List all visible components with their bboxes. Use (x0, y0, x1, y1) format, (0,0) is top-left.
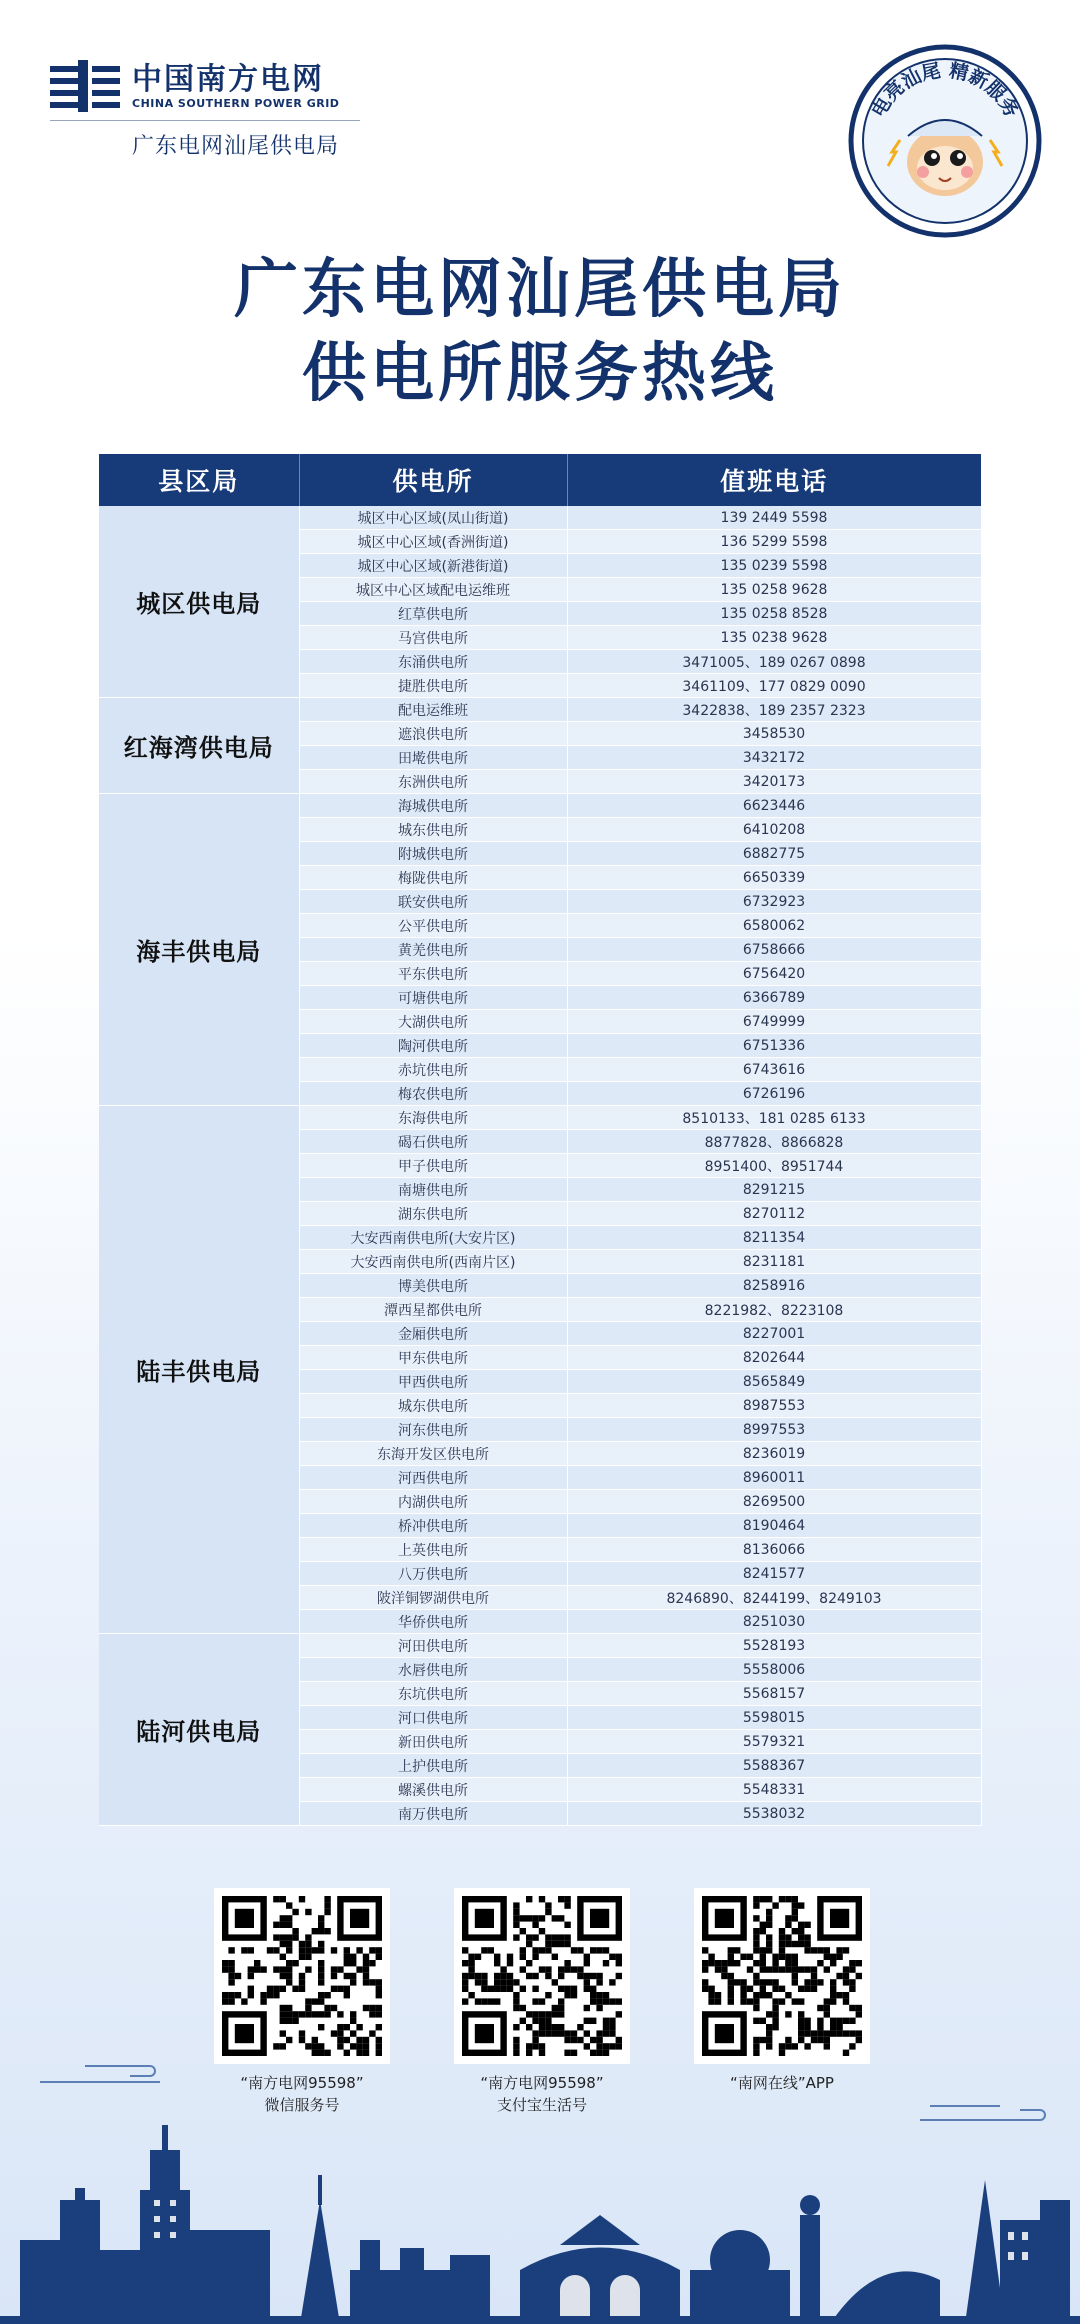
table-body (99, 506, 981, 1826)
station-cell: 联安供电所 (299, 890, 567, 914)
station-cell: 城区中心区域配电运维班 (299, 578, 567, 602)
station-cell: 上英供电所 (299, 1538, 567, 1562)
phone-cell[interactable]: 8877828、8866828 (567, 1130, 981, 1154)
phone-cell[interactable]: 3432172 (567, 746, 981, 770)
station-cell: 海城供电所 (299, 794, 567, 818)
county-cell: 城区供电局 (99, 506, 299, 698)
station-cell: 上护供电所 (299, 1754, 567, 1778)
station-cell: 城区中心区域(凤山街道) (299, 506, 567, 530)
city-skyline-icon (0, 2120, 1080, 2324)
qr-caption-name: “南方电网95598” (240, 2074, 364, 2092)
bureau-name: 广东电网汕尾供电局 (132, 134, 340, 159)
station-cell: 水唇供电所 (299, 1658, 567, 1682)
phone-cell[interactable]: 8241577 (567, 1562, 981, 1586)
phone-cell[interactable]: 6882775 (567, 842, 981, 866)
phone-cell[interactable]: 8251030 (567, 1610, 981, 1634)
station-cell: 东涌供电所 (299, 650, 567, 674)
station-cell: 黄羌供电所 (299, 938, 567, 962)
brand-divider (50, 120, 360, 121)
phone-cell[interactable]: 135 0239 5598 (567, 554, 981, 578)
phone-cell[interactable]: 5568157 (567, 1682, 981, 1706)
station-cell: 内湖供电所 (299, 1490, 567, 1514)
county-cell: 陆河供电局 (99, 1634, 299, 1826)
station-cell: 南塘供电所 (299, 1178, 567, 1202)
station-cell: 红草供电所 (299, 602, 567, 626)
phone-cell[interactable]: 135 0258 9628 (567, 578, 981, 602)
phone-cell[interactable]: 6650339 (567, 866, 981, 890)
station-cell: 遮浪供电所 (299, 722, 567, 746)
phone-cell[interactable]: 6732923 (567, 890, 981, 914)
qr-code-icon (454, 1888, 630, 2064)
brand-name-en: CHINA SOUTHERN POWER GRID (132, 96, 340, 110)
table-row (99, 794, 981, 818)
phone-cell[interactable]: 6743616 (567, 1058, 981, 1082)
phone-cell[interactable]: 8231181 (567, 1250, 981, 1274)
phone-cell[interactable]: 6726196 (567, 1082, 981, 1106)
phone-cell[interactable]: 3461109、177 0829 0090 (567, 674, 981, 698)
phone-cell[interactable]: 136 5299 5598 (567, 530, 981, 554)
station-cell: 梅农供电所 (299, 1082, 567, 1106)
station-cell: 公平供电所 (299, 914, 567, 938)
station-cell: 金厢供电所 (299, 1322, 567, 1346)
station-cell: 新田供电所 (299, 1730, 567, 1754)
header-station: 供电所 (299, 454, 567, 506)
phone-cell[interactable]: 3422838、189 2357 2323 (567, 698, 981, 722)
badge-slogan: 电亮汕尾 精新服务 (867, 59, 1023, 122)
station-cell: 东洲供电所 (299, 770, 567, 794)
station-cell: 大湖供电所 (299, 1010, 567, 1034)
phone-cell[interactable]: 6756420 (567, 962, 981, 986)
phone-cell[interactable]: 3471005、189 0267 0898 (567, 650, 981, 674)
table-row (99, 698, 981, 722)
page-title-line2: 供电所服务热线 (302, 337, 778, 411)
phone-cell[interactable]: 5588367 (567, 1754, 981, 1778)
phone-cell[interactable]: 5548331 (567, 1778, 981, 1802)
station-cell: 河东供电所 (299, 1418, 567, 1442)
phone-cell[interactable]: 6366789 (567, 986, 981, 1010)
phone-cell[interactable]: 8211354 (567, 1226, 981, 1250)
phone-cell[interactable]: 8136066 (567, 1538, 981, 1562)
qr-caption-name: “南网在线”APP (730, 2074, 834, 2092)
qr-caption-desc: 支付宝生活号 (496, 2096, 587, 2114)
qr-caption-desc: 微信服务号 (264, 2096, 340, 2114)
station-cell: 赤坑供电所 (299, 1058, 567, 1082)
phone-cell[interactable]: 135 0238 9628 (567, 626, 981, 650)
hotline-table (99, 454, 982, 1826)
mascot-badge-icon (848, 44, 1042, 238)
phone-cell[interactable]: 5579321 (567, 1730, 981, 1754)
phone-cell[interactable]: 8565849 (567, 1370, 981, 1394)
station-cell: 城区中心区域(香洲街道) (299, 530, 567, 554)
station-cell: 陂洋铜锣湖供电所 (299, 1586, 567, 1610)
station-cell: 河西供电所 (299, 1466, 567, 1490)
phone-cell[interactable]: 8227001 (567, 1322, 981, 1346)
station-cell: 城东供电所 (299, 1394, 567, 1418)
phone-cell[interactable]: 135 0258 8528 (567, 602, 981, 626)
power-grid-logo-icon (50, 60, 120, 112)
phone-cell[interactable]: 8221982、8223108 (567, 1298, 981, 1322)
table-row (99, 506, 981, 530)
station-cell: 螺溪供电所 (299, 1778, 567, 1802)
phone-cell[interactable]: 8987553 (567, 1394, 981, 1418)
station-cell: 八万供电所 (299, 1562, 567, 1586)
phone-cell[interactable]: 8960011 (567, 1466, 981, 1490)
station-cell: 博美供电所 (299, 1274, 567, 1298)
station-cell: 潭西星都供电所 (299, 1298, 567, 1322)
phone-cell[interactable]: 139 2449 5598 (567, 506, 981, 530)
station-cell: 东海供电所 (299, 1106, 567, 1130)
station-cell: 城东供电所 (299, 818, 567, 842)
page-title-line1: 广东电网汕尾供电局 (234, 253, 846, 327)
brand-name-cn: 中国南方电网 (132, 61, 324, 97)
table-header-row (99, 454, 981, 506)
phone-cell[interactable]: 3458530 (567, 722, 981, 746)
phone-cell[interactable]: 8269500 (567, 1490, 981, 1514)
header-county: 县区局 (99, 454, 299, 506)
phone-cell[interactable]: 8951400、8951744 (567, 1154, 981, 1178)
qr-caption-name: “南方电网95598” (480, 2074, 604, 2092)
phone-cell[interactable]: 8997553 (567, 1418, 981, 1442)
table-row (99, 1106, 981, 1130)
header-phone: 值班电话 (567, 454, 981, 506)
qr-alipay[interactable] (452, 1888, 632, 2116)
station-cell: 陶河供电所 (299, 1034, 567, 1058)
phone-cell[interactable]: 3420173 (567, 770, 981, 794)
station-cell: 可塘供电所 (299, 986, 567, 1010)
station-cell: 南万供电所 (299, 1802, 567, 1826)
phone-cell[interactable]: 6623446 (567, 794, 981, 818)
qr-app[interactable] (692, 1888, 872, 2094)
county-cell: 红海湾供电局 (99, 698, 299, 794)
station-cell: 碣石供电所 (299, 1130, 567, 1154)
phone-cell[interactable]: 5598015 (567, 1706, 981, 1730)
county-cell: 陆丰供电局 (99, 1106, 299, 1634)
table-row (99, 1634, 981, 1658)
station-cell: 大安西南供电所(大安片区) (299, 1226, 567, 1250)
station-cell: 附城供电所 (299, 842, 567, 866)
phone-cell[interactable]: 8190464 (567, 1514, 981, 1538)
station-cell: 捷胜供电所 (299, 674, 567, 698)
phone-cell[interactable]: 6758666 (567, 938, 981, 962)
station-cell: 湖东供电所 (299, 1202, 567, 1226)
brand-header (50, 60, 360, 160)
station-cell: 河口供电所 (299, 1706, 567, 1730)
phone-cell[interactable]: 8258916 (567, 1274, 981, 1298)
station-cell: 梅陇供电所 (299, 866, 567, 890)
station-cell: 城区中心区域(新港街道) (299, 554, 567, 578)
station-cell: 甲子供电所 (299, 1154, 567, 1178)
phone-cell[interactable]: 8510133、181 0285 6133 (567, 1106, 981, 1130)
qr-code-icon (694, 1888, 870, 2064)
station-cell: 东坑供电所 (299, 1682, 567, 1706)
phone-cell[interactable]: 5528193 (567, 1634, 981, 1658)
phone-cell[interactable]: 8270112 (567, 1202, 981, 1226)
county-cell: 海丰供电局 (99, 794, 299, 1106)
station-cell: 大安西南供电所(西南片区) (299, 1250, 567, 1274)
phone-cell[interactable]: 8291215 (567, 1178, 981, 1202)
phone-cell[interactable]: 6749999 (567, 1010, 981, 1034)
station-cell: 华侨供电所 (299, 1610, 567, 1634)
station-cell: 甲东供电所 (299, 1346, 567, 1370)
phone-cell[interactable]: 8236019 (567, 1442, 981, 1466)
phone-cell[interactable]: 6580062 (567, 914, 981, 938)
phone-cell[interactable]: 8246890、8244199、8249103 (567, 1586, 981, 1610)
station-cell: 马宫供电所 (299, 626, 567, 650)
station-cell: 桥冲供电所 (299, 1514, 567, 1538)
phone-cell[interactable]: 6751336 (567, 1034, 981, 1058)
station-cell: 河田供电所 (299, 1634, 567, 1658)
station-cell: 甲西供电所 (299, 1370, 567, 1394)
station-cell: 田墘供电所 (299, 746, 567, 770)
phone-cell[interactable]: 8202644 (567, 1346, 981, 1370)
qr-code-icon (214, 1888, 390, 2064)
qr-wechat[interactable] (212, 1888, 392, 2116)
phone-cell[interactable]: 6410208 (567, 818, 981, 842)
station-cell: 配电运维班 (299, 698, 567, 722)
deco-wind-icon (40, 2060, 170, 2090)
station-cell: 东海开发区供电所 (299, 1442, 567, 1466)
station-cell: 平东供电所 (299, 962, 567, 986)
phone-cell[interactable]: 5558006 (567, 1658, 981, 1682)
phone-cell[interactable]: 5538032 (567, 1802, 981, 1826)
